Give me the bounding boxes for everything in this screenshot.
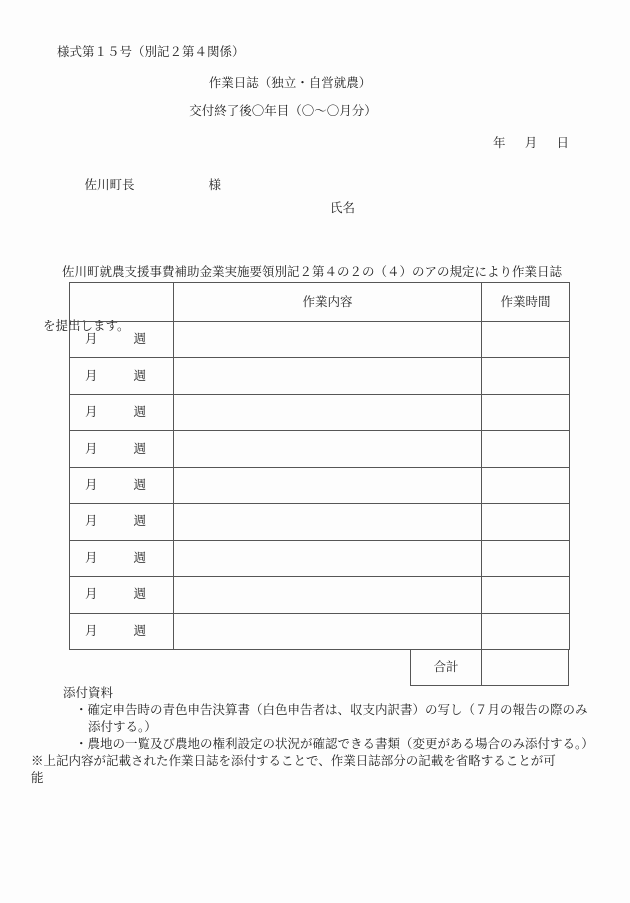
week-label: 週 (133, 332, 146, 347)
work-content-cell (174, 540, 482, 576)
week-label: 週 (133, 368, 146, 383)
name-field-label: 氏名 (330, 201, 356, 215)
table-row (70, 358, 570, 394)
work-time-cell (482, 431, 570, 467)
work-time-cell (482, 322, 570, 358)
day-label: 日 (556, 136, 569, 150)
total-value-cell (481, 649, 569, 686)
work-content-cell (174, 577, 482, 613)
work-time-cell (482, 358, 570, 394)
work-time-header: 作業時間 (482, 283, 570, 322)
work-time-cell (482, 467, 570, 503)
attachment-bullet-1-continued: 添付する。） (88, 720, 157, 734)
omission-note-line-1: ※上記内容が記載された作業日誌を添付することで、作業日誌部分の記載を省略することが可 (31, 754, 556, 768)
work-content-cell (174, 394, 482, 430)
work-log-table (69, 282, 570, 650)
week-label: 週 (133, 623, 146, 638)
work-time-cell (482, 577, 570, 613)
work-content-cell (174, 467, 482, 503)
month-label: 月 (85, 514, 98, 529)
week-label: 週 (133, 405, 146, 420)
table-row (70, 613, 570, 650)
work-content-cell (174, 358, 482, 394)
year-label: 年 (493, 136, 506, 150)
table-row (70, 322, 570, 358)
table-row (70, 577, 570, 613)
date-line (493, 137, 569, 150)
table-row (70, 504, 570, 540)
month-label: 月 (85, 587, 98, 602)
attachments-title: 添付資料 (63, 686, 114, 700)
form-number: 様式第１５号（別記２第４関係） (57, 45, 245, 59)
month-label: 月 (85, 405, 98, 420)
total-row (410, 649, 569, 686)
work-content-cell (174, 431, 482, 467)
table-row (70, 467, 570, 503)
week-label: 週 (133, 550, 146, 565)
week-label: 週 (133, 441, 146, 456)
work-time-cell (482, 613, 570, 650)
body-line-2: を提出します。 (43, 319, 130, 333)
work-content-header: 作業内容 (174, 283, 482, 322)
week-label: 週 (133, 514, 146, 529)
omission-note-line-2: 能 (31, 771, 44, 785)
honorific-label: 様 (208, 178, 222, 192)
work-content-cell (174, 613, 482, 650)
table-header-row (70, 283, 570, 322)
total-label-cell: 合計 (410, 649, 481, 686)
addressee-line (72, 166, 221, 205)
week-label: 週 (133, 477, 146, 492)
month-label: 月 (85, 550, 98, 565)
work-content-cell (174, 504, 482, 540)
table-row (70, 394, 570, 430)
table-row (70, 431, 570, 467)
work-content-cell (174, 322, 482, 358)
attachment-bullet-1: ・確定申告時の青色申告決算書（白色申告者は、収支内訳書）の写し（７月の報告の際のみ (75, 703, 588, 717)
document-subtitle: 交付終了後〇年目（〇～〇月分） (189, 104, 377, 118)
week-label: 週 (133, 587, 146, 602)
addressee-name: 佐川町長 (84, 178, 135, 192)
month-label: 月 (85, 623, 98, 638)
work-time-cell (482, 540, 570, 576)
month-label: 月 (85, 368, 98, 383)
month-label: 月 (524, 136, 538, 150)
work-time-cell (482, 504, 570, 540)
table-row (70, 540, 570, 576)
document-title: 作業日誌（独立・自営就農） (208, 76, 372, 90)
attachment-bullet-2: ・農地の一覧及び農地の権利設定の状況が確認できる書類（変更がある場合のみ添付する。） (75, 737, 594, 751)
body-line-1: 佐川町就農支援事費補助金業実施要領別記２第４の２の（４）のアの規定により作業日誌 (62, 265, 563, 279)
month-label: 月 (85, 441, 98, 456)
month-label: 月 (85, 477, 98, 492)
blank-header-cell (70, 283, 174, 322)
work-time-cell (482, 394, 570, 430)
month-label: 月 (85, 332, 98, 347)
